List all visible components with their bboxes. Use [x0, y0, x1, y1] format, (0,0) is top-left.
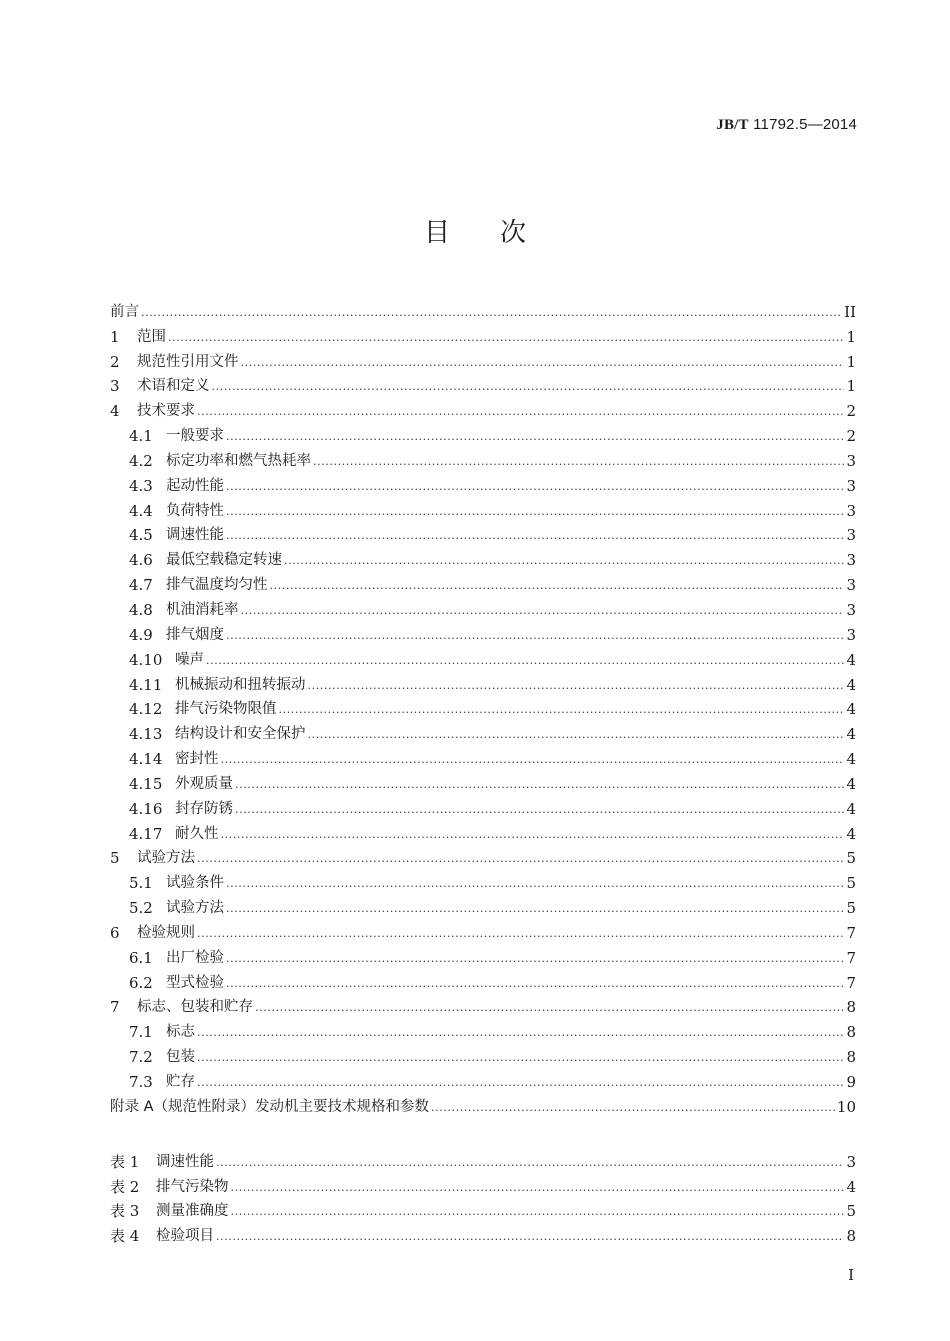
toc-section-number: 4.17: [129, 824, 163, 843]
toc-section-number: 5.1: [129, 874, 153, 893]
toc-entry-6-1[interactable]: [110, 942, 856, 967]
toc-table-4[interactable]: [110, 1220, 856, 1245]
toc-page-number: 9: [846, 1073, 856, 1091]
toc-leader-dots: [221, 754, 845, 765]
toc-leader-dots: [231, 1206, 845, 1217]
toc-label: 术语和定义: [137, 378, 210, 395]
toc-section-number: 4.15: [129, 774, 163, 793]
toc-section-number: 4.10: [129, 650, 163, 669]
toc-section-number: 5: [110, 849, 120, 868]
toc-page-number: 4: [846, 1177, 856, 1196]
toc-entry-4-8[interactable]: [110, 594, 856, 619]
toc-section-number: 4.16: [129, 799, 163, 818]
toc-section-number: 6.2: [129, 973, 153, 992]
toc-page-number: 1: [846, 327, 856, 346]
toc-leader-dots: [226, 903, 844, 914]
toc-label: 封存防锈: [175, 800, 233, 817]
toc-label: 外观质量: [175, 775, 233, 792]
toc-section-number: 6.1: [129, 948, 153, 967]
toc-leader-dots: [235, 779, 844, 790]
toc-page-number: 3: [846, 625, 856, 644]
toc-page-number: 4: [846, 700, 856, 719]
toc-entry-2[interactable]: [110, 346, 856, 371]
toc-label: 前言: [110, 303, 139, 320]
toc-label: 结构设计和安全保护: [175, 726, 306, 743]
document-number: [716, 116, 857, 134]
toc-leader-dots: [313, 456, 844, 467]
toc-leader-dots: [197, 853, 844, 864]
toc-label: 噪声: [175, 651, 204, 668]
page-title: [0, 212, 950, 249]
toc-label: 范围: [137, 328, 166, 345]
toc-label: 调速性能: [166, 527, 224, 544]
toc-entry-4-10[interactable]: [110, 644, 856, 669]
toc-leader-dots: [141, 307, 842, 318]
toc-label: 密封性: [175, 751, 219, 768]
toc-label: 调速性能: [156, 1153, 214, 1170]
toc-section-number: 4.11: [129, 675, 163, 694]
toc-leader-dots: [308, 680, 845, 691]
toc-entry-7-2[interactable]: [110, 1041, 856, 1066]
toc-leader-dots: [235, 804, 844, 815]
toc-section-number: 7.2: [129, 1048, 153, 1067]
toc-page-number: 4: [846, 774, 856, 793]
toc-section-number: 4.1: [129, 427, 153, 446]
toc-label: 耐久性: [175, 825, 219, 842]
toc-page-number: 2: [846, 427, 856, 446]
toc-leader-dots: [197, 928, 844, 939]
toc-leader-dots: [216, 1231, 844, 1242]
toc-label: 试验方法: [166, 900, 224, 917]
toc-section-number: 4.8: [129, 600, 153, 619]
toc-leader-dots: [197, 1027, 844, 1038]
toc-gap: [110, 1116, 856, 1146]
toc-page-number: 8: [846, 998, 856, 1017]
title-char-1: 目: [423, 218, 450, 248]
toc-label: 检验规则: [137, 924, 195, 941]
toc-leader-dots: [241, 357, 845, 368]
toc-page-number: 4: [846, 750, 856, 769]
toc-table-number: 表 3: [110, 1202, 140, 1221]
toc-label: 排气污染物: [156, 1178, 229, 1195]
toc-section-number: 7: [110, 998, 120, 1017]
toc-label: 试验方法: [137, 850, 195, 867]
toc-entry-7-1[interactable]: [110, 1016, 856, 1041]
toc-entry-4-5[interactable]: [110, 520, 856, 545]
toc-leader-dots: [197, 1077, 844, 1088]
toc-leader-dots: [197, 406, 844, 417]
toc-table-number: 表 2: [110, 1177, 140, 1196]
toc-table-2[interactable]: [110, 1171, 856, 1196]
toc-page-number: 7: [846, 948, 856, 967]
toc-label: 标定功率和燃气热耗率: [166, 452, 311, 469]
toc-section-number: 4.12: [129, 700, 163, 719]
toc-section-number: 4.13: [129, 725, 163, 744]
toc-leader-dots: [308, 729, 845, 740]
toc-section-number: 4.7: [129, 576, 153, 595]
toc-label: 最低空载稳定转速: [166, 552, 282, 569]
title-char-2: 次: [500, 218, 527, 248]
toc-leader-dots: [226, 978, 844, 989]
toc-page-number: 4: [846, 725, 856, 744]
toc-label: 试验条件: [166, 875, 224, 892]
toc-section-number: 4.2: [129, 451, 153, 470]
toc-label: 排气温度均匀性: [166, 577, 268, 594]
toc-page-number: 3: [846, 526, 856, 545]
toc-entry-4-2[interactable]: [110, 445, 856, 470]
toc-label: 附录 A（规范性附录）发动机主要技术规格和参数: [110, 1098, 430, 1115]
toc-entry-7-3[interactable]: [110, 1066, 856, 1091]
toc-leader-dots: [231, 1182, 845, 1193]
toc-entry-6-2[interactable]: [110, 967, 856, 992]
toc-page-number: 3: [846, 576, 856, 595]
toc-label: 标志: [166, 1024, 195, 1041]
toc-page-number: 4: [846, 675, 856, 694]
toc-entry-4-17[interactable]: [110, 818, 856, 843]
toc-leader-dots: [279, 704, 845, 715]
toc-section-number: 2: [110, 352, 120, 371]
toc-entry-1[interactable]: [110, 321, 856, 346]
toc-leader-dots: [168, 332, 844, 343]
toc-page-number: 5: [846, 899, 856, 918]
toc-label: 规范性引用文件: [137, 353, 239, 370]
toc-leader-dots: [226, 431, 844, 442]
toc-section-number: 4.6: [129, 551, 153, 570]
toc-section-number: 4.14: [129, 750, 163, 769]
toc-label: 出厂检验: [166, 949, 224, 966]
toc-page-number: 10: [836, 1097, 856, 1116]
toc-label: 测量准确度: [156, 1203, 229, 1220]
toc-entry-5-1[interactable]: [110, 867, 856, 892]
toc-page-number: 5: [846, 1202, 856, 1221]
toc-section-number: 3: [110, 377, 120, 396]
toc-section-number: 1: [110, 327, 120, 346]
toc-page-number: 1: [846, 377, 856, 396]
toc-table-number: 表 4: [110, 1227, 140, 1246]
toc-entry-4-15[interactable]: [110, 768, 856, 793]
toc-page-number: 7: [846, 973, 856, 992]
toc-section-number: 5.2: [129, 899, 153, 918]
toc-section-number: 7.3: [129, 1073, 153, 1091]
toc-page-number: 7: [846, 923, 856, 942]
toc-page-number: 4: [846, 824, 856, 843]
toc-entry-4-4[interactable]: [110, 495, 856, 520]
toc-entry-5[interactable]: [110, 843, 856, 868]
toc-entry-4-11[interactable]: [110, 669, 856, 694]
toc-page-number: 3: [846, 600, 856, 619]
toc-page-number: 5: [846, 874, 856, 893]
page-footer-number: I: [848, 1266, 854, 1284]
toc-label: 技术要求: [137, 403, 195, 420]
toc-label: 贮存: [166, 1074, 195, 1090]
toc-entry-3[interactable]: [110, 371, 856, 396]
toc-page-number: 8: [846, 1227, 856, 1246]
toc-leader-dots: [216, 1157, 844, 1168]
toc-entry-annex-a[interactable]: [110, 1091, 856, 1116]
toc-label: 型式检验: [166, 974, 224, 991]
toc-table-3[interactable]: [110, 1196, 856, 1221]
toc-table-number: 表 1: [110, 1152, 140, 1171]
toc-entry-4-6[interactable]: [110, 544, 856, 569]
toc-label: 标志、包装和贮存: [137, 999, 253, 1016]
toc-page-number: II: [844, 302, 856, 321]
toc-label: 起动性能: [166, 477, 224, 494]
toc-label: 检验项目: [156, 1228, 214, 1245]
toc-entry-4-16[interactable]: [110, 793, 856, 818]
toc-label: 排气烟度: [166, 626, 224, 643]
toc-leader-dots: [226, 506, 844, 517]
toc-page-number: 1: [846, 352, 856, 371]
toc-leader-dots: [226, 878, 844, 889]
toc-entry-4[interactable]: [110, 395, 856, 420]
document-code: 11792.5—2014: [753, 116, 857, 133]
toc-page-number: 5: [846, 849, 856, 868]
toc-leader-dots: [197, 1052, 844, 1063]
toc-entry-4-14[interactable]: [110, 743, 856, 768]
toc-section-number: 4.3: [129, 476, 153, 495]
toc-page-number: 3: [846, 476, 856, 495]
toc-page-number: 8: [846, 1048, 856, 1067]
toc-entry-4-9[interactable]: [110, 619, 856, 644]
toc-label: 负荷特性: [166, 502, 224, 519]
toc-entry-6[interactable]: [110, 917, 856, 942]
toc-table-1[interactable]: [110, 1146, 856, 1171]
toc-section-number: 6: [110, 923, 120, 942]
toc-page-number: 4: [846, 799, 856, 818]
toc-leader-dots: [431, 1102, 835, 1113]
toc-label: 包装: [166, 1049, 195, 1066]
toc-entry-preface[interactable]: [110, 296, 856, 321]
toc-section-number: 4.5: [129, 526, 153, 545]
toc-label: 排气污染物限值: [175, 701, 277, 718]
toc-leader-dots: [226, 630, 844, 641]
toc-page-number: 4: [846, 650, 856, 669]
toc-page-number: 3: [846, 1152, 856, 1171]
toc-section-number: 4.4: [129, 501, 153, 520]
toc-leader-dots: [226, 953, 844, 964]
toc-leader-dots: [241, 605, 845, 616]
toc-label: 机械振动和扭转振动: [175, 676, 306, 693]
toc-label: 一般要求: [166, 428, 224, 445]
toc-leader-dots: [270, 580, 845, 591]
toc-section-number: 4: [110, 402, 120, 421]
toc-section-number: 4.9: [129, 625, 153, 644]
toc-entry-5-2[interactable]: [110, 892, 856, 917]
toc-label: 机油消耗率: [166, 601, 239, 618]
toc-page-number: 3: [846, 551, 856, 570]
toc-entry-7[interactable]: [110, 992, 856, 1017]
toc-page-number: 3: [846, 501, 856, 520]
document-prefix: JB/T: [716, 117, 749, 133]
toc-page-number: 3: [846, 451, 856, 470]
toc-leader-dots: [206, 655, 844, 666]
toc-entry-4-3[interactable]: [110, 470, 856, 495]
toc-leader-dots: [255, 1002, 844, 1013]
toc-leader-dots: [221, 829, 845, 840]
toc-section-number: 7.1: [129, 1023, 153, 1042]
toc-leader-dots: [212, 381, 845, 392]
toc-entry-4-7[interactable]: [110, 569, 856, 594]
toc-leader-dots: [226, 530, 844, 541]
toc-page-number: 2: [846, 402, 856, 421]
toc-page-number: 8: [846, 1023, 856, 1042]
toc-leader-dots: [284, 555, 844, 566]
toc-leader-dots: [226, 481, 844, 492]
table-of-contents: [110, 296, 856, 1245]
toc-entry-4-13[interactable]: [110, 718, 856, 743]
toc-entry-4-1[interactable]: [110, 420, 856, 445]
toc-entry-4-12[interactable]: [110, 694, 856, 719]
